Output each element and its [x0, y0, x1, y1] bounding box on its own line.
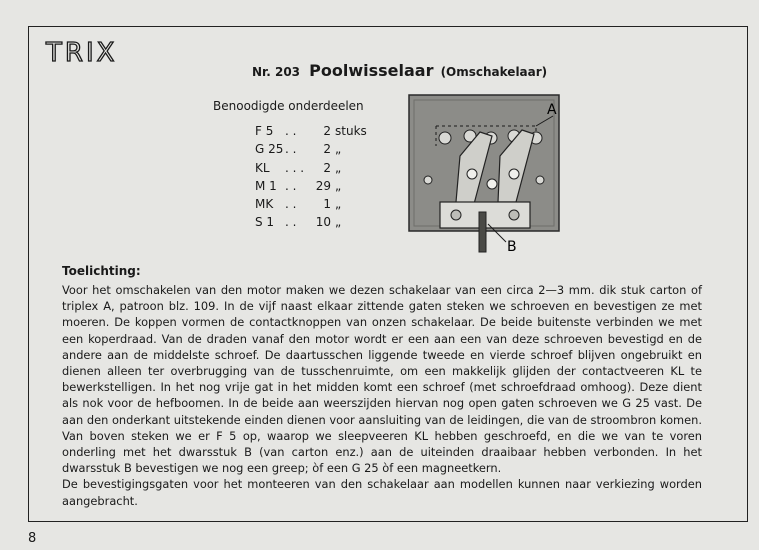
part-unit: „ [335, 197, 342, 212]
part-qty: 29 [315, 178, 331, 193]
explanation-body [62, 282, 702, 509]
part-code: KL [255, 160, 270, 175]
part-qty: 2 [323, 124, 331, 138]
part-row [255, 140, 367, 158]
part-unit: „ [335, 160, 342, 175]
explanation-paragraph: Voor het omschakelen van den motor maken we dezen schakelaar van een circa 2—3 mm. dik stuk carton of triplex A, patroon blz. 109. In de vijf naast elkaar zittende gaten steken we schroeven en bevestigen ze met moeren. De koppen vormen de contactknoppen van onzen schakelaar. De beide buitenste verbinden we met een koperdraad. Van de draden vanaf den motor wordt er een aan een van deze schroeven bevestigd en de andere aan de middelste schroef. De daartusschen liggende tweede en vierde schroef blijven ongebruikt en dienen alleen ter overbrugging van de tusschenruimte, om een makkelijk glijden der contactveeren KL te bewerkstelligen. In het nog vrije gat in het midden komt een schroef (met schroefdraad omhoog). Deze dient als nok voor de hefboomen. In de beide aan weerszijden hiervan nog open gaten schroeven we G 25 vast. De aan den onderkant uitstekende einden dienen voor aansluiting van de leidingen, die van de stroombron komen. Van boven steken we er F 5 op, waarop we sleepveeren KL hebben geschroefd, en die we van te voren onderling met het dwarsstuk B (van carton enz.) aan de uiteinden draaibaar hebben verbonden. In het dwarsstuk B bevestigen we nog een greep; òf een G 25 òf een magneetkern. [62, 283, 702, 476]
switch-photo [408, 94, 578, 256]
item-number: Nr. 203 [252, 65, 301, 79]
part-row [255, 177, 367, 195]
part-qty: 1 [323, 197, 331, 212]
part-qty: 10 [315, 215, 331, 230]
page-title [252, 61, 547, 80]
part-row [255, 159, 367, 177]
parts-list [255, 122, 367, 232]
part-row [255, 195, 367, 213]
part-qty: 2 [323, 160, 331, 175]
part-dots: . . [285, 197, 297, 212]
page-number: 8 [28, 531, 37, 546]
item-subtitle: (Omschakelaar) [440, 65, 548, 79]
parts-heading: Benoodigde onderdeelen [213, 99, 364, 113]
part-code: G 25 [255, 142, 284, 157]
part-dots: . . [285, 215, 297, 230]
part-code: M 1 [255, 178, 277, 193]
part-unit: „ [335, 142, 342, 157]
item-title: Poolwisselaar [309, 61, 434, 80]
part-qty: 2 [323, 142, 331, 157]
explanation-heading: Toelichting: [62, 264, 141, 278]
explanation-paragraph: De bevestigingsgaten voor het monteeren van den schakelaar aan modellen kunnen naar verkiezing worden aangebracht. [62, 477, 702, 508]
trix-logo: TRIX [46, 38, 118, 68]
label-b: B [507, 239, 517, 255]
part-unit: „ [335, 215, 342, 230]
part-code: F 5 [255, 124, 274, 138]
part-unit: stuks [335, 124, 367, 138]
part-dots: . . . [285, 160, 305, 175]
part-dots: . . [285, 178, 297, 193]
label-a: A [547, 102, 557, 118]
part-code: MK [255, 197, 274, 212]
part-unit: „ [335, 178, 342, 193]
part-dots: . . [285, 124, 297, 138]
part-dots: . . [285, 142, 297, 157]
part-code: S 1 [255, 215, 275, 230]
part-row [255, 122, 367, 140]
part-row [255, 213, 367, 231]
handle [479, 212, 486, 252]
